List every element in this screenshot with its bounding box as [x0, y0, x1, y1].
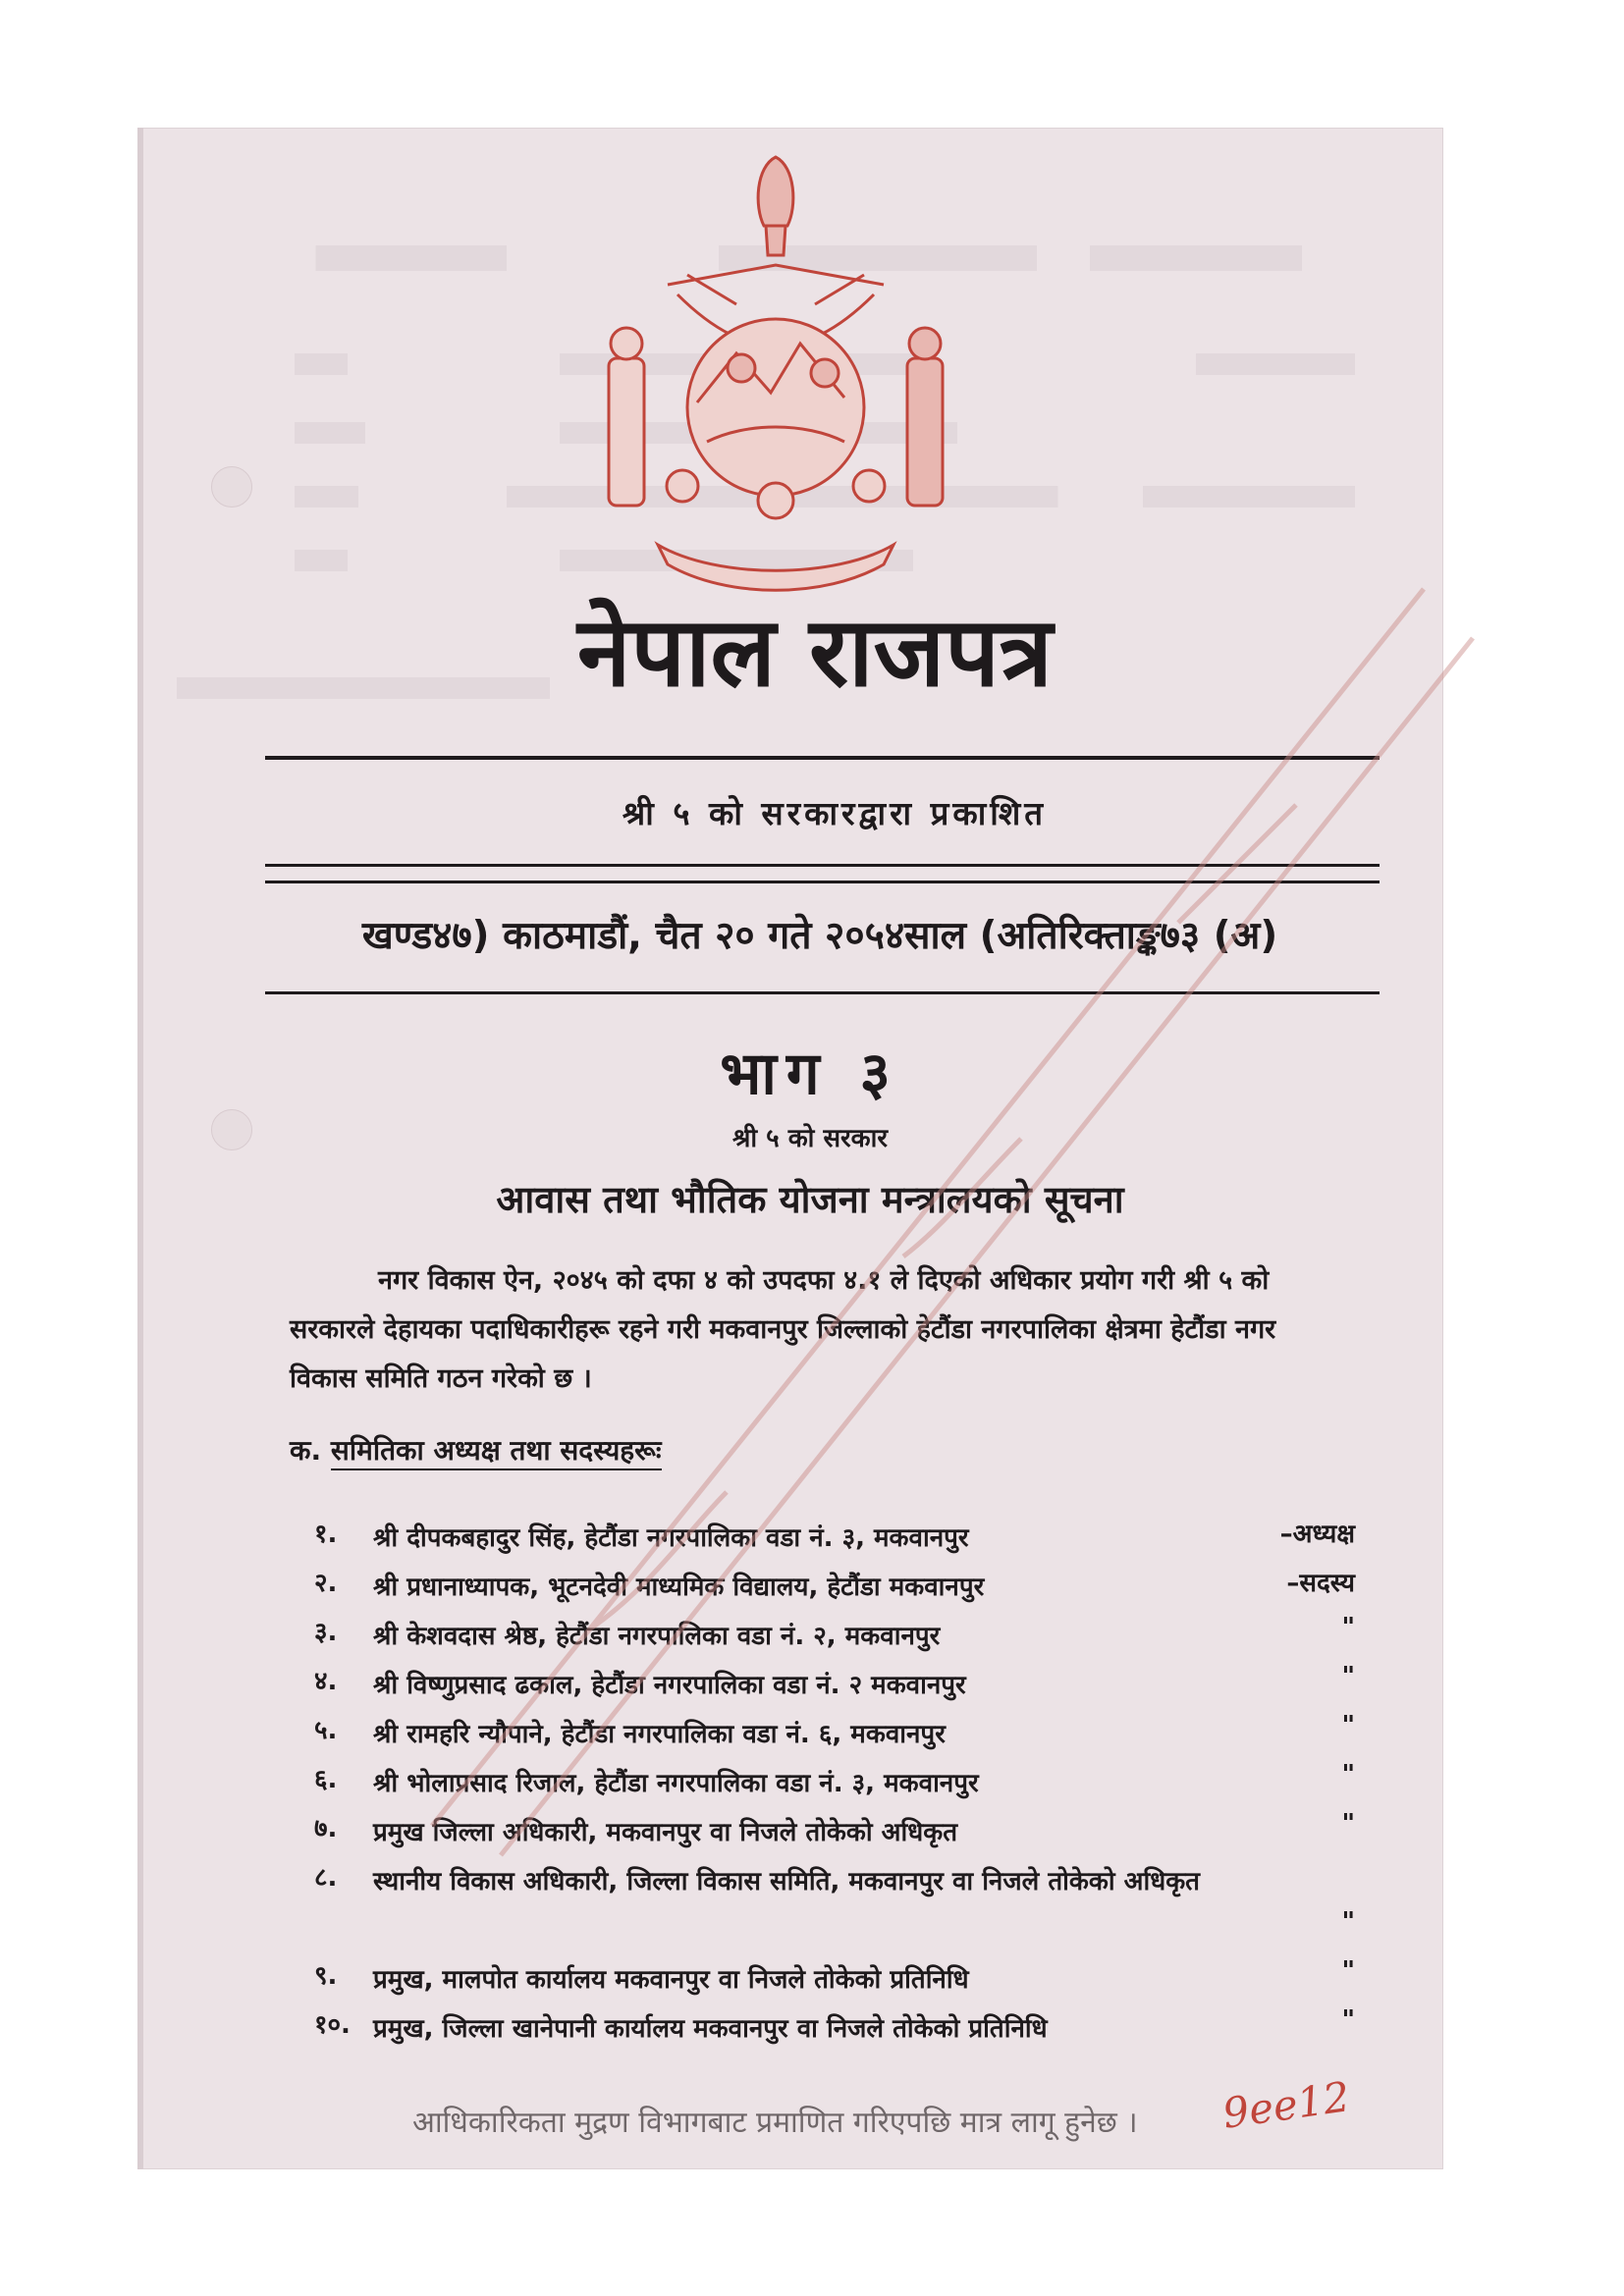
item-number: १.: [314, 1520, 338, 1549]
item-number: ८.: [314, 1863, 338, 1893]
list-item: [314, 1654, 1355, 1703]
item-role: ": [1341, 1956, 1355, 1986]
item-role: ": [1341, 2005, 1355, 2035]
item-text: प्रमुख जिल्ला अधिकारी, मकवानपुर वा निजले तोकेको अधिकृत: [373, 1818, 958, 1847]
item-number: १०.: [314, 2010, 351, 2040]
item-role: ": [1341, 1613, 1355, 1642]
item-text: श्री दीपकबहादुर सिंह, हेटौंडा नगरपालिका वडा नं. ३, मकवानपुर: [373, 1523, 969, 1553]
subtitle-rule-bottom: [265, 881, 1380, 883]
footer-note: आधिकारिकता मुद्रण विभागबाट प्रमाणित गरिएपछि मात्र लागू हुनेछ ।: [412, 2106, 1138, 2140]
item-number: ९.: [314, 1961, 338, 1991]
item-role: ": [1341, 1760, 1355, 1789]
list-item: [314, 1949, 1355, 1998]
item-role: –अध्यक्ष: [1279, 1520, 1355, 1549]
masthead-rule: [265, 756, 1380, 760]
member-list: [314, 1507, 1355, 2047]
item-number: ६.: [314, 1765, 338, 1794]
item-text: प्रमुख, जिल्ला खानेपानी कार्यालय मकवानपुर वा निजले तोकेको प्रतिनिधि: [373, 2014, 1048, 2044]
item-role: –सदस्य: [1286, 1569, 1355, 1598]
item-text: प्रमुख, मालपोत कार्यालय मकवानपुर वा निजले तोकेको प्रतिनिधि: [373, 1965, 969, 1995]
part-heading: भाग ३: [720, 1040, 900, 1108]
list-item: [314, 1556, 1355, 1605]
section-heading: [290, 1431, 662, 1468]
item-role: ": [1341, 1711, 1355, 1740]
punch-hole-mark: [211, 466, 252, 507]
item-role: ": [1341, 1809, 1355, 1839]
gazette-title: नेपाल राजपत्र: [577, 597, 1053, 709]
handwritten-note: 9ee12: [1219, 2072, 1353, 2138]
issue-line: खण्ड४७) काठमाडौं, चैत २० गते २०५४साल (अतिरिक्ताङ्क७३ (अ): [361, 914, 1278, 958]
list-item: [314, 1850, 1355, 1949]
item-text: श्री विष्णुप्रसाद ढकाल, हेटौंडा नगरपालिका वडा नं. २ मकवानपुर: [373, 1671, 966, 1700]
punch-hole-mark: [211, 1109, 252, 1150]
intro-paragraph-text: नगर विकास ऐन, २०४५ को दफा ४ को उपदफा ४.१ ले दिएको अधिकार प्रयोग गरी श्री ५ को सरकारले देहायका पदाधिकारीहरू रहने गरी मकवानपुर जिल्लाको हेटौंडा नगरपालिका क्षेत्रमा हेटौंडा नगर विकास समिति गठन गरेको छ ।: [290, 1265, 1276, 1394]
item-text: श्री रामहरि न्यौपाने, हेटौंडा नगरपालिका वडा नं. ६, मकवानपुर: [373, 1720, 946, 1749]
item-number: २.: [314, 1569, 338, 1598]
coat-of-arms-emblem: [589, 147, 962, 609]
item-text: श्री प्रधानाध्यापक, भूटनदेवी माध्यमिक विद्यालय, हेटौंडा मकवानपुर: [373, 1573, 985, 1602]
subtitle-rule-top: [265, 864, 1380, 867]
paper-edge: [137, 128, 143, 2169]
item-text: श्री भोलाप्रसाद रिजाल, हेटौंडा नगरपालिका वडा नं. ३, मकवानपुर: [373, 1769, 979, 1798]
list-item: [314, 1801, 1355, 1850]
list-item: [314, 1703, 1355, 1752]
list-item: [314, 1605, 1355, 1654]
item-role: ": [1341, 1907, 1355, 1937]
ministry-notice-heading: आवास तथा भौतिक योजना मन्त्रालयको सूचना: [496, 1178, 1124, 1221]
item-text: स्थानीय विकास अधिकारी, जिल्ला विकास समिति, मकवानपुर वा निजले तोकेको अधिकृत: [373, 1867, 1200, 1896]
item-number: ५.: [314, 1716, 338, 1745]
item-text: श्री केशवदास श्रेष्ठ, हेटौंडा नगरपालिका वडा नं. २, मकवानपुर: [373, 1622, 941, 1651]
gazette-subtitle: श्री ५ को सरकारद्वारा प्रकाशित: [622, 794, 1048, 832]
list-item: [314, 1507, 1355, 1556]
list-item: [314, 1752, 1355, 1801]
item-role: ": [1341, 1662, 1355, 1691]
item-number: ३.: [314, 1618, 338, 1647]
item-number: ४.: [314, 1667, 338, 1696]
list-item: [314, 1998, 1355, 2047]
intro-paragraph: [290, 1256, 1350, 1404]
government-line: श्री ५ को सरकार: [731, 1124, 889, 1153]
section-marker: क.: [290, 1434, 322, 1467]
item-number: ७.: [314, 1814, 338, 1843]
issue-rule: [265, 991, 1380, 994]
section-title: समितिका अध्यक्ष तथा सदस्यहरूः: [331, 1434, 662, 1470]
